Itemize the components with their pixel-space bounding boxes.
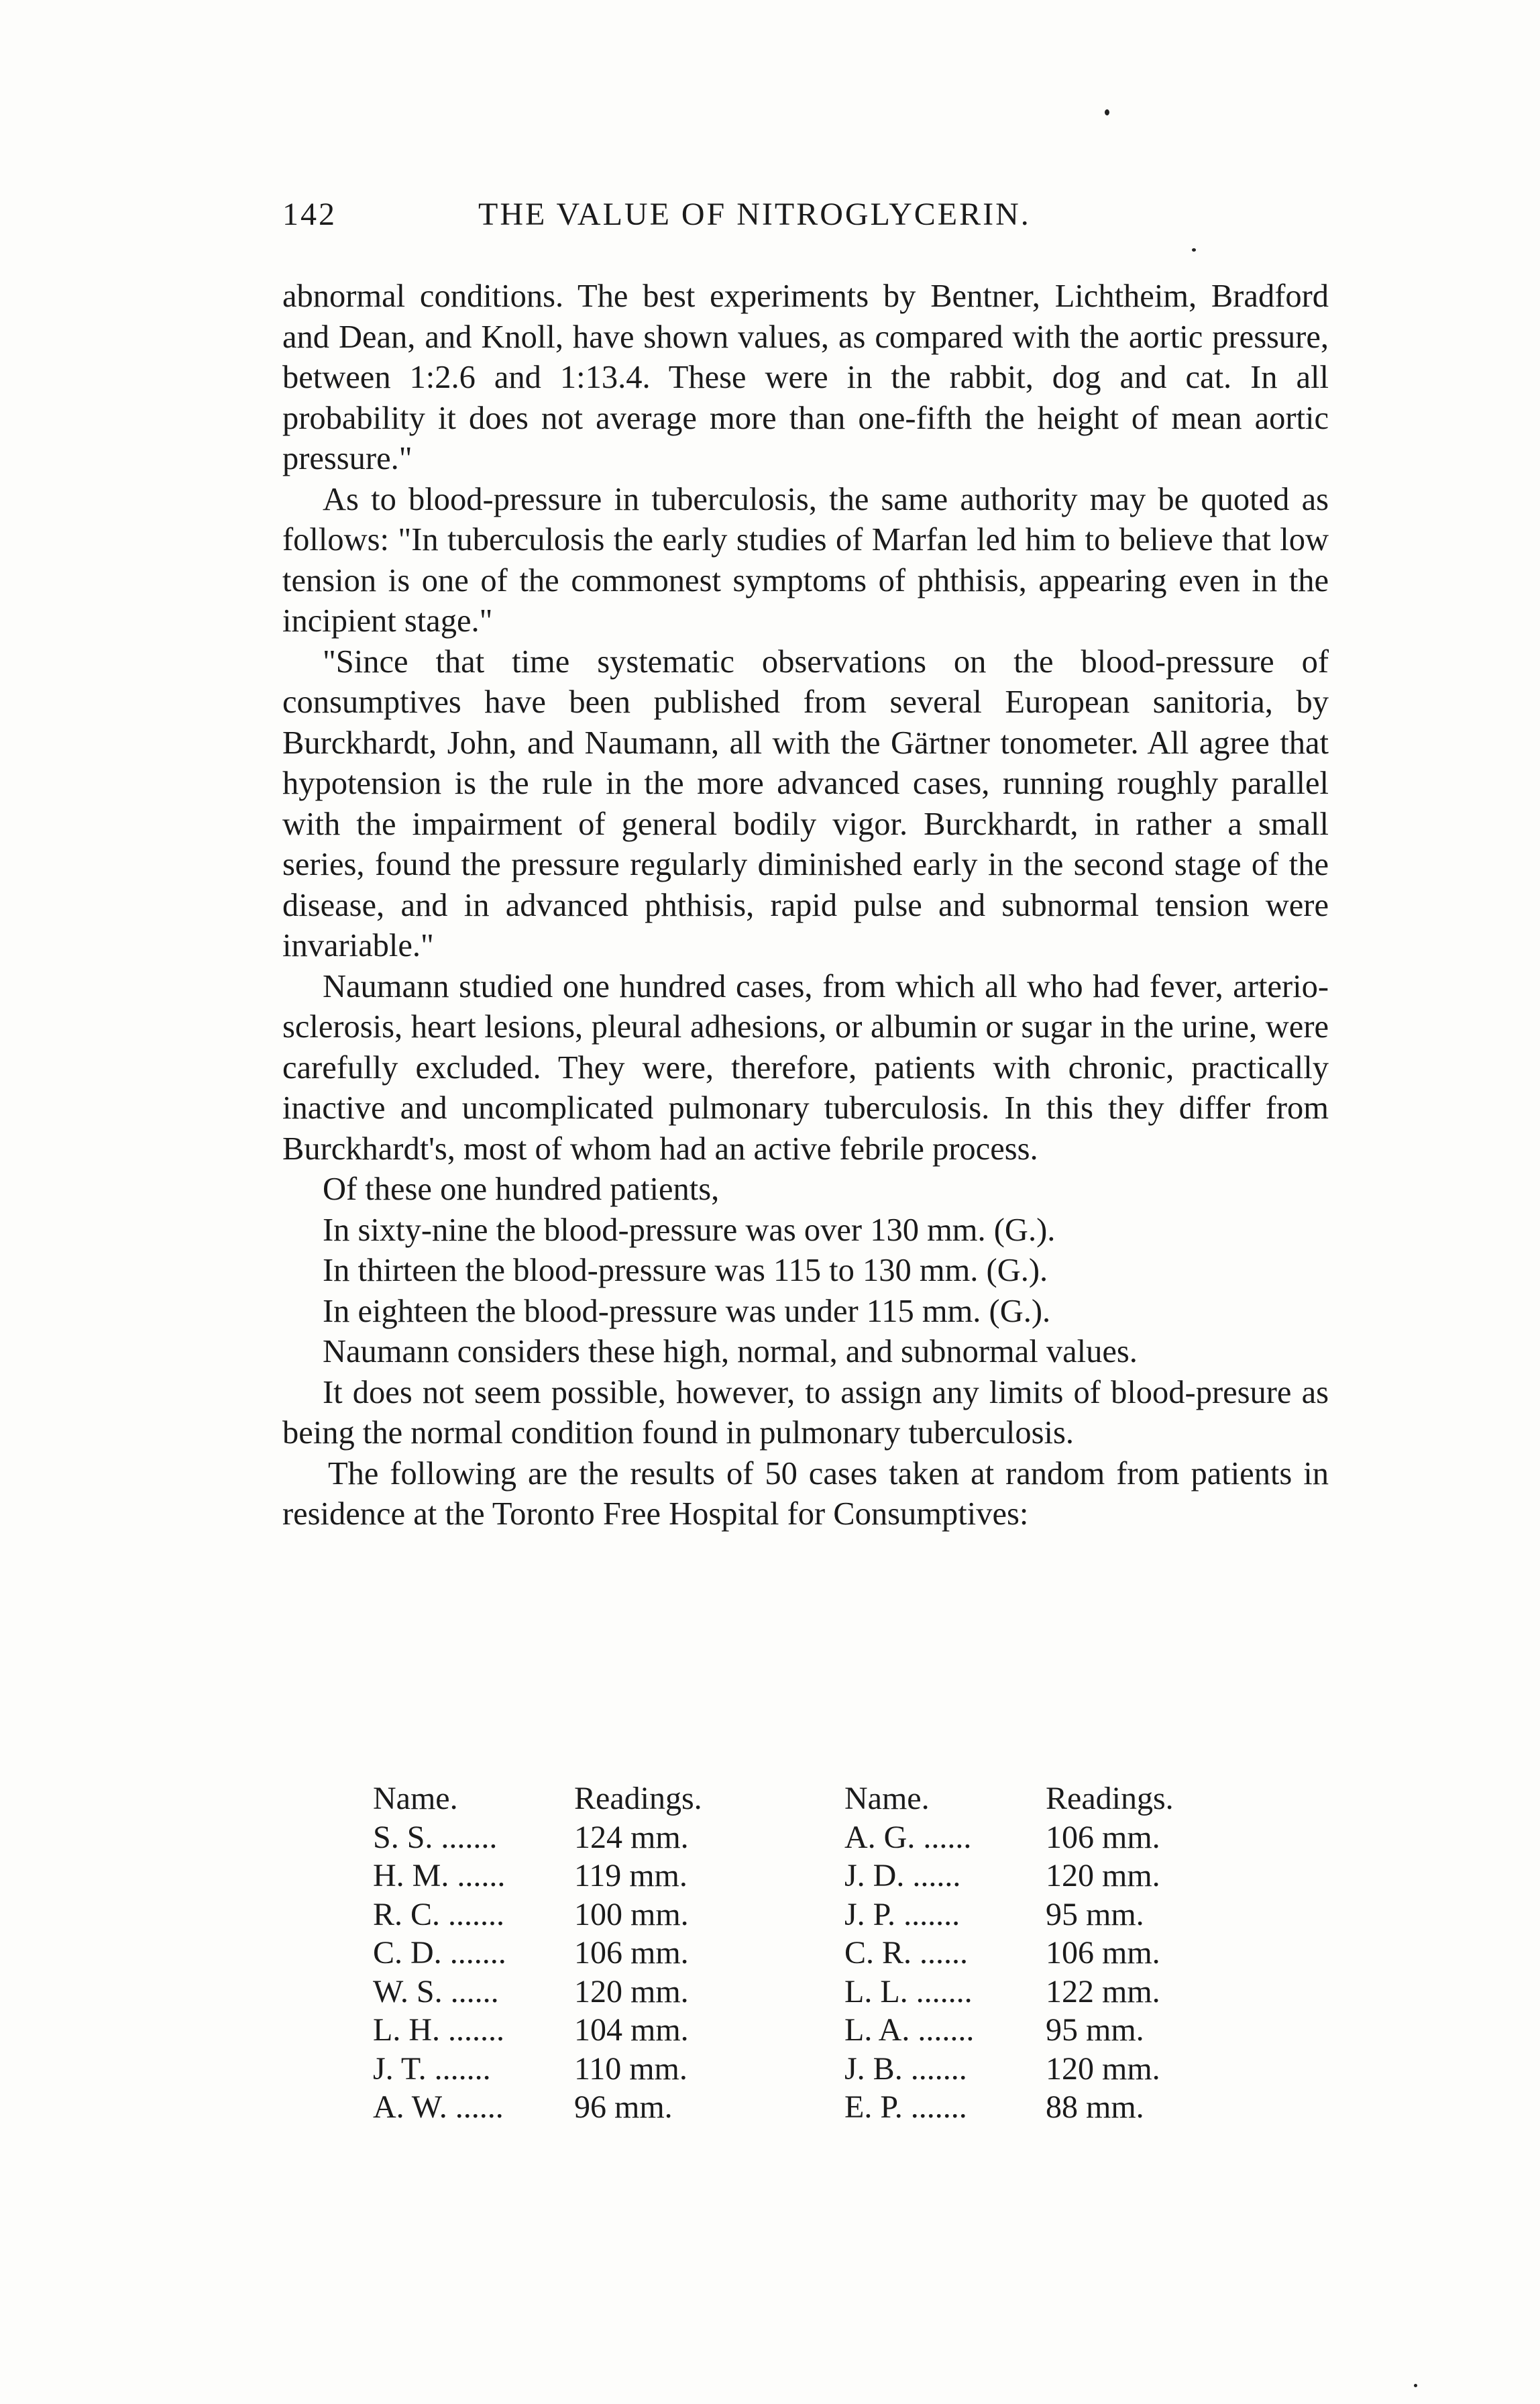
- reading-value: 106 mm.: [1046, 1935, 1160, 1971]
- patient-name: A. W.: [373, 2089, 447, 2125]
- table-row: [844, 2011, 1220, 2050]
- paragraph: It does not seem possible, however, to assign any limits of blood-presure as being the normal condition found in pulmonary tuberculosis.: [282, 1374, 1329, 1451]
- paragraph: In sixty-nine the blood-pressure was over 130 mm. (G.).: [323, 1212, 1056, 1248]
- reading-value: 119 mm.: [574, 1858, 688, 1893]
- table-row: [373, 1934, 749, 1973]
- paragraph: "Since that time systematic observations on the blood-pressure of consumptives have been published from several European sanitoria, by Burckhardt, John, and Naumann, all with the Gärtner tonometer. All agree that hypotension is the rule in the more advanced cases, running roughly parallel with the impairment of general bodily vigor. Burckhardt, in rather a small series, found the pressure regularly diminished early in the second stage of the disease, and in advanced phthisis, rapid pulse and subnormal tension were invariable.": [282, 643, 1329, 963]
- page-number: 142: [282, 197, 337, 232]
- ink-speck: [1414, 2384, 1417, 2387]
- reading-value: 100 mm.: [574, 1896, 689, 1932]
- reading-value: 96 mm.: [574, 2089, 673, 2125]
- dot-leader: .......: [895, 1896, 960, 1932]
- patient-name: C. D.: [373, 1935, 442, 1971]
- dot-leader: .......: [426, 2050, 491, 2087]
- reading-value: 110 mm.: [574, 2050, 688, 2087]
- dot-leader: .......: [441, 1935, 506, 1971]
- patient-name: J. D.: [844, 1858, 905, 1893]
- table-row: [373, 2050, 749, 2089]
- table-row: [844, 1973, 1220, 2011]
- patient-name: J. P.: [844, 1896, 896, 1932]
- table-header-row: [373, 1779, 749, 1818]
- table-row: [373, 2011, 749, 2050]
- dot-leader: .......: [440, 1896, 505, 1932]
- patient-name: L. A.: [844, 2012, 910, 2048]
- paragraph: Naumann studied one hundred cases, from which all who had fever, arterio-sclerosis, heart lesions, pleural adhesions, or albumin or sugar in the urine, were carefully excluded. They were, therefore, patients with chronic, practically inactive and uncomplicated pulmonary tuberculosis. In this they differ from Burckhardt's, most of whom had an active febrile process.: [282, 968, 1329, 1167]
- dot-leader: .......: [439, 2012, 504, 2048]
- dot-leader: .......: [902, 2050, 967, 2087]
- reading-value: 95 mm.: [1046, 2012, 1144, 2048]
- table-row: [373, 2088, 749, 2127]
- patient-name: R. C.: [373, 1896, 441, 1932]
- paragraph: In eighteen the blood-pressure was under 115 mm. (G.).: [323, 1293, 1051, 1329]
- reading-value: 106 mm.: [1046, 1819, 1160, 1855]
- column-header-name: Name.: [844, 1781, 930, 1816]
- table-column-right: [844, 1779, 1220, 2127]
- column-header-readings: Readings.: [1046, 1781, 1174, 1816]
- paragraph: Naumann considers these high, normal, and subnormal values.: [323, 1334, 1138, 1369]
- column-header-readings: Readings.: [574, 1781, 702, 1816]
- paragraph: Of these one hundred patients,: [323, 1171, 720, 1207]
- table-row: [373, 1895, 749, 1934]
- dot-leader: .......: [902, 2089, 967, 2125]
- dot-leader: ......: [912, 1935, 969, 1971]
- table-row: [373, 1973, 749, 2011]
- table-header-row: [844, 1779, 1220, 1818]
- dot-leader: ......: [915, 1819, 972, 1855]
- reading-value: 120 mm.: [574, 1973, 689, 2009]
- paragraph: abnormal conditions. The best experiments by Bentner, Lichtheim, Bradford and Dean, and Knoll, have shown values, as compared with the aortic pressure, between 1:2.6 and 1:13.4. These were in the rabbit, dog and cat. In all probability it does not average more than one-fifth the height of mean aortic pressure.": [282, 278, 1329, 476]
- running-title: THE VALUE OF NITROGLYCERIN.: [478, 197, 1031, 232]
- table-row: [844, 1895, 1220, 1934]
- ink-speck: [1105, 109, 1109, 115]
- table-row: [844, 1857, 1220, 1895]
- paragraph: The following are the results of 50 cases taken at random from patients in residence at the Toronto Free Hospital for Consumptives:: [282, 1455, 1329, 1532]
- paragraph: In thirteen the blood-pressure was 115 to 130 mm. (G.).: [323, 1253, 1048, 1288]
- table-row: [373, 1818, 749, 1857]
- table-row: [373, 1857, 749, 1895]
- table-row: [844, 2050, 1220, 2089]
- dot-leader: ......: [449, 1858, 506, 1893]
- reading-value: 104 mm.: [574, 2012, 689, 2048]
- patient-name: L. L.: [844, 1973, 908, 2009]
- dot-leader: ......: [904, 1858, 961, 1893]
- reading-value: 88 mm.: [1046, 2089, 1144, 2125]
- dot-leader: ......: [447, 2089, 504, 2125]
- table-row: [844, 1818, 1220, 1857]
- reading-value: 120 mm.: [1046, 1858, 1160, 1893]
- dot-leader: .......: [910, 2012, 975, 2048]
- dot-leader: .......: [433, 1819, 498, 1855]
- patient-name: C. R.: [844, 1935, 912, 1971]
- reading-value: 124 mm.: [574, 1819, 689, 1855]
- table-row: [844, 2088, 1220, 2127]
- dot-leader: .......: [908, 1973, 973, 2009]
- patient-name: H. M.: [373, 1858, 449, 1893]
- dot-leader: ......: [442, 1973, 499, 2009]
- patient-name: S. S.: [373, 1819, 433, 1855]
- column-header-name: Name.: [373, 1781, 458, 1816]
- reading-value: 106 mm.: [574, 1935, 689, 1971]
- reading-value: 122 mm.: [1046, 1973, 1160, 2009]
- patient-name: J. T.: [373, 2050, 427, 2087]
- paragraph: As to blood-pressure in tuberculosis, the same authority may be quoted as follows: "In tuberculosis the early studies of Marfan led him to believe that low tension is one of the commonest symptoms of phthisis, appearing even in the incipient stage.": [282, 481, 1329, 639]
- patient-name: L. H.: [373, 2012, 440, 2048]
- patient-name: W. S.: [373, 1973, 443, 2009]
- body-text: [282, 276, 1329, 1535]
- reading-value: 95 mm.: [1046, 1896, 1144, 1932]
- patient-name: J. B.: [844, 2050, 903, 2087]
- table-column-left: [373, 1779, 749, 2127]
- table-row: [844, 1934, 1220, 1973]
- patient-name: A. G.: [844, 1819, 916, 1855]
- ink-speck: [1192, 248, 1196, 252]
- reading-value: 120 mm.: [1046, 2050, 1160, 2087]
- patient-name: E. P.: [844, 2089, 903, 2125]
